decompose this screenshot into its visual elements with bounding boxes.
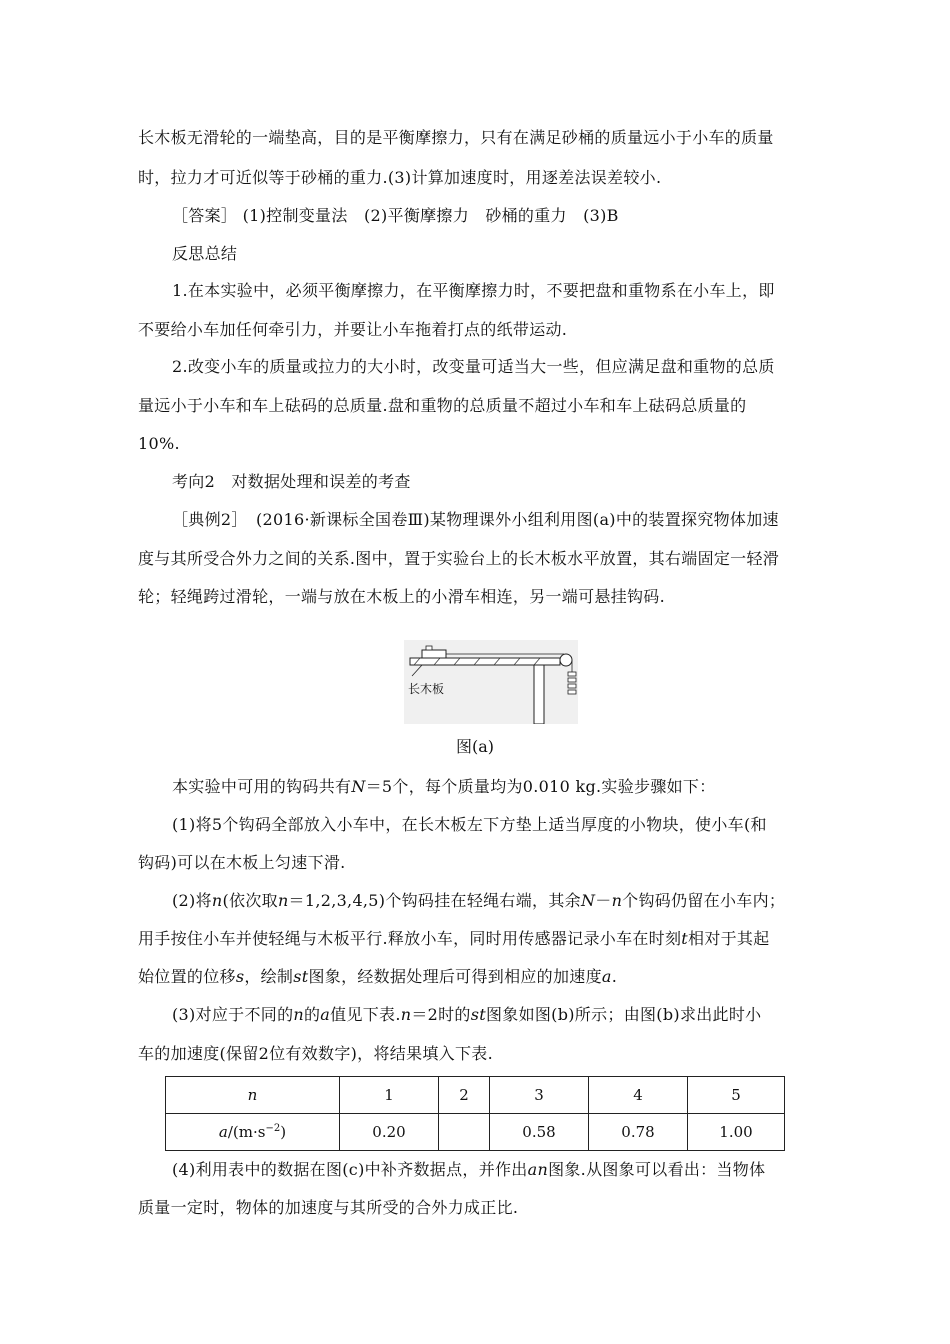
table-cell: 3 (490, 1077, 589, 1114)
table-cell: 2 (439, 1077, 490, 1114)
section-heading: 考向2 对数据处理和误差的考查 (172, 472, 411, 491)
paragraph-line: 本实验中可用的钩码共有N＝5个，每个质量均为0.010 kg.实验步骤如下： (172, 777, 716, 796)
apparatus-figure (404, 640, 578, 724)
table-cell: 1 (340, 1077, 439, 1114)
paragraph-line: (2)将n(依次取n＝1,2,3,4,5)个钩码挂在轻绳右端，其余N－n个钩码仍留在小车内； (172, 891, 786, 910)
paragraph-line: (3)对应于不同的n的a值见下表.n＝2时的st图象如图(b)所示；由图(b)求出此时小 (172, 1005, 762, 1024)
table-header-cell: n (166, 1077, 340, 1114)
table-cell: 1.00 (688, 1114, 785, 1151)
paragraph-line: 量远小于小车和车上砝码的总质量.盘和重物的总质量不超过小车和车上砝码总质量的 (138, 396, 747, 415)
table-cell: 5 (688, 1077, 785, 1114)
table-row (166, 1077, 785, 1114)
paragraph-line: (4)利用表中的数据在图(c)中补齐数据点，并作出an图象.从图象可以看出：当物体 (172, 1160, 766, 1179)
acceleration-table (165, 1076, 785, 1151)
table-row (166, 1114, 785, 1151)
table-header-cell: $a/(m\cdot s^{-2})$ (166, 1114, 340, 1151)
paragraph-line: 2.改变小车的质量或拉力的大小时，改变量可适当大一些，但应满足盘和重物的总质 (172, 357, 775, 376)
answer-line: ［答案］ (1)控制变量法 (2)平衡摩擦力 砂桶的重力 (3)B (172, 206, 619, 225)
table-cell: 0.20 (340, 1114, 439, 1151)
paragraph-line: 长木板无滑轮的一端垫高，目的是平衡摩擦力，只有在满足砂桶的质量远小于小车的质量 (138, 128, 774, 147)
figure-caption: 图(a) (455, 737, 495, 756)
paragraph-line: 质量一定时，物体的加速度与其所受的合外力成正比. (138, 1198, 519, 1217)
board-label: 长木板 (408, 682, 445, 696)
table-cell (439, 1114, 490, 1151)
table-cell: 0.78 (589, 1114, 688, 1151)
table-cell: 4 (589, 1077, 688, 1114)
paragraph-line: 1.在本实验中，必须平衡摩擦力，在平衡摩擦力时，不要把盘和重物系在小车上，即 (172, 281, 775, 300)
paragraph-line: 不要给小车加任何牵引力，并要让小车拖着打点的纸带运动. (138, 320, 568, 339)
paragraph-line: (1)将5个钩码全部放入小车中，在长木板左下方垫上适当厚度的小物块，使小车(和 (172, 815, 767, 834)
paragraph-line: 度与其所受合外力之间的关系.图中，置于实验台上的长木板水平放置，其右端固定一轻滑 (138, 549, 780, 568)
paragraph-line: 车的加速度(保留2位有效数字)，将结果填入下表. (138, 1044, 493, 1063)
paragraph-line: 轮；轻绳跨过滑轮，一端与放在木板上的小滑车相连，另一端可悬挂钩码. (138, 587, 665, 606)
section-heading: 反思总结 (172, 244, 238, 263)
paragraph-line: 始位置的位移s，绘制st图象，经数据处理后可得到相应的加速度a. (138, 967, 618, 986)
paragraph-line: 钩码)可以在木板上匀速下滑. (138, 853, 346, 872)
paragraph-line: 用手按住小车并使轻绳与木板平行.释放小车，同时用传感器记录小车在时刻t相对于其起 (138, 929, 770, 948)
paragraph-line: 10%. (138, 434, 180, 453)
paragraph-line: 时，拉力才可近似等于砂桶的重力.(3)计算加速度时，用逐差法误差较小. (138, 168, 662, 187)
table-cell: 0.58 (490, 1114, 589, 1151)
paragraph-line: ［典例2］ (2016·新课标全国卷Ⅲ)某物理课外小组利用图(a)中的装置探究物体加速 (172, 510, 779, 529)
